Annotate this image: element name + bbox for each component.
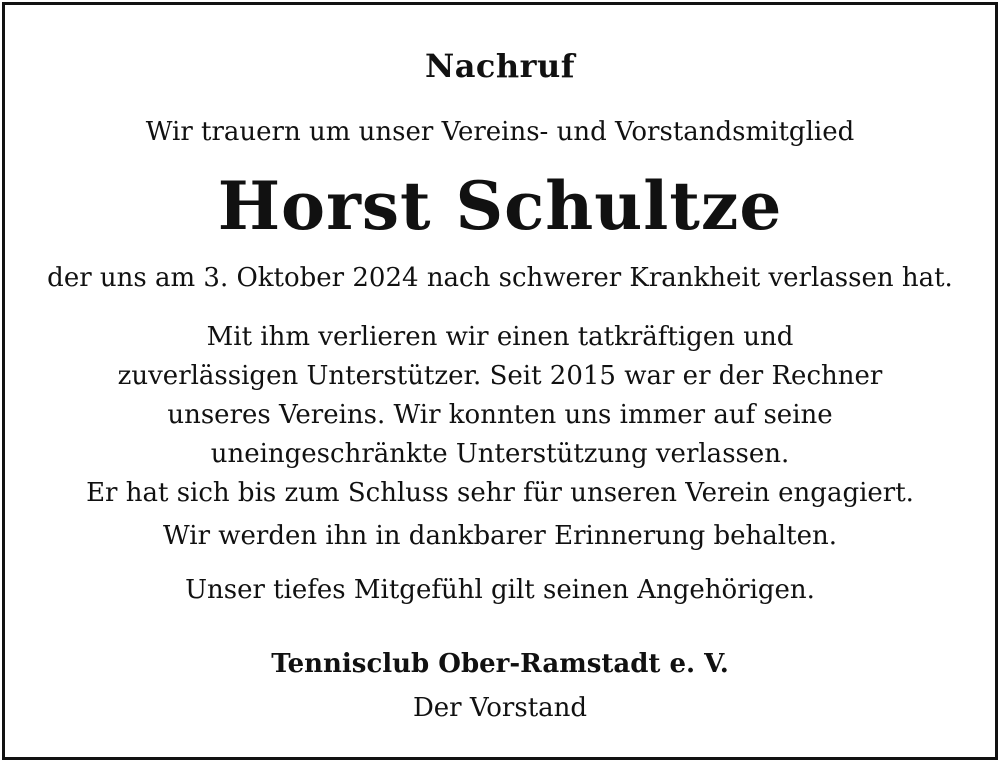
obituary-heading: Nachruf: [424, 47, 576, 85]
tribute-line: unseres Vereins. Wir konnten uns immer auf seine: [167, 400, 833, 430]
board-signature: Der Vorstand: [412, 693, 588, 723]
tribute-line: uneingeschränkte Unterstützung verlassen.: [210, 439, 790, 469]
deceased-name: Horst Schultze: [217, 167, 783, 245]
passing-text: der uns am 3. Oktober 2024 nach schwerer Krankheit verlassen hat.: [47, 263, 953, 293]
tribute-paragraph: [5, 318, 995, 513]
condolence-text: Unser tiefes Mitgefühl gilt seinen Angehörigen.: [185, 575, 815, 605]
tribute-line: Mit ihm verlieren wir einen tatkräftigen und: [206, 322, 794, 352]
intro-text: Wir trauern um unser Vereins- und Vorstandsmitglied: [145, 117, 855, 147]
tribute-line: Er hat sich bis zum Schluss sehr für unseren Verein engagiert.: [86, 478, 914, 508]
tribute-line: zuverlässigen Unterstützer. Seit 2015 war er der Rechner: [117, 361, 883, 391]
club-name: Tennisclub Ober-Ramstadt e. V.: [271, 649, 729, 679]
obituary-frame: [2, 2, 998, 760]
memory-text: Wir werden ihn in dankbarer Erinnerung behalten.: [163, 521, 837, 551]
